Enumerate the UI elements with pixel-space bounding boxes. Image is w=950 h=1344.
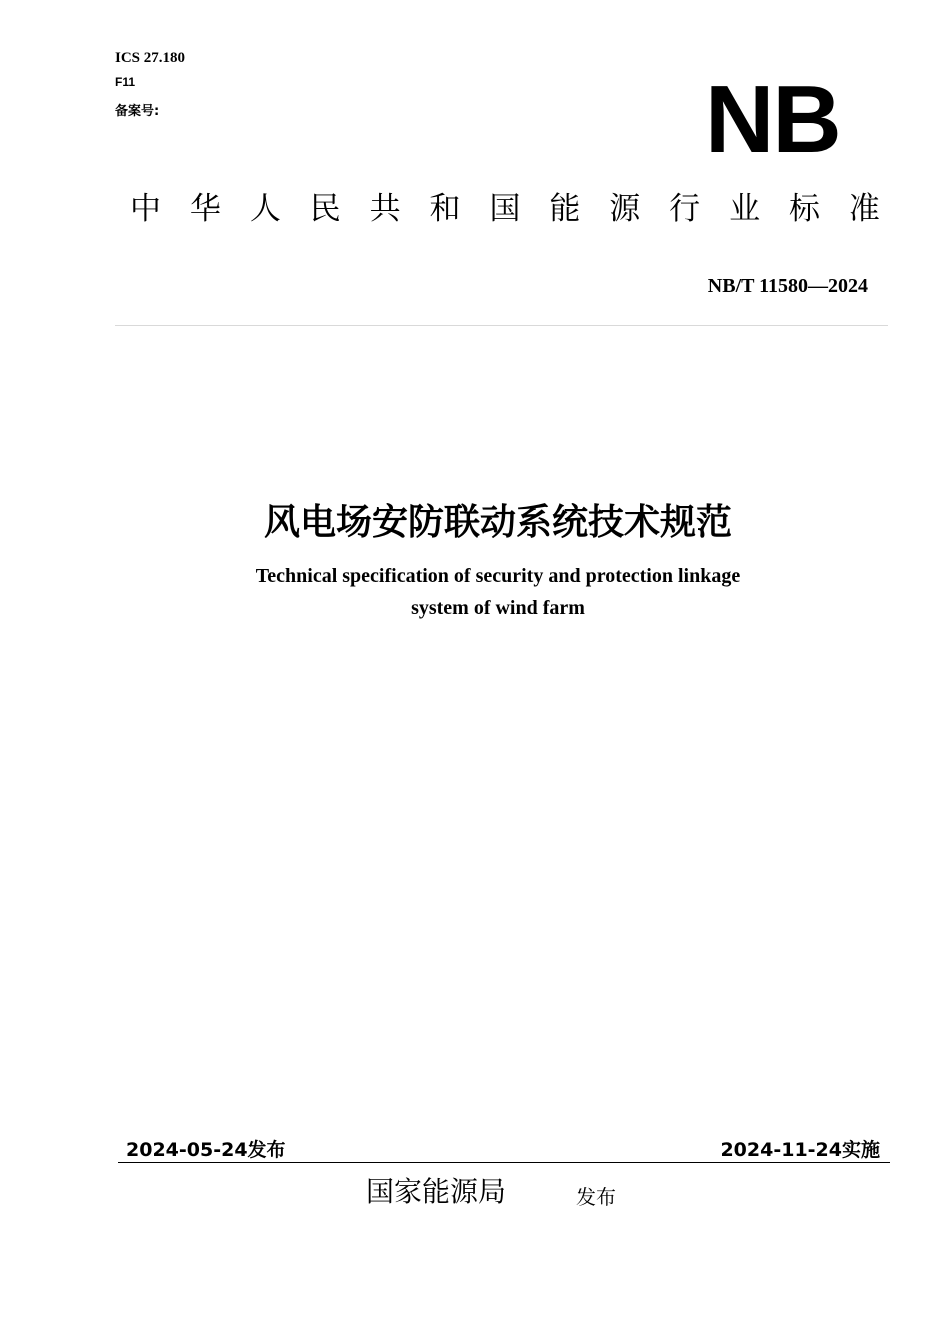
issued-label: 发布 <box>576 1185 616 1209</box>
top-divider <box>115 325 888 326</box>
standard-number: NB/T 11580—2024 <box>707 275 868 297</box>
standard-type-char: 人 <box>249 191 281 227</box>
title-english-line: system of wind farm <box>411 597 585 619</box>
standard-type-char: 国 <box>489 191 521 227</box>
issue-date: 2024-05-24发布 <box>126 1139 286 1161</box>
nb-logo: NB <box>705 66 840 173</box>
bottom-divider <box>118 1162 890 1163</box>
standard-type-char: 能 <box>549 191 581 227</box>
standard-type-char: 民 <box>309 191 341 227</box>
ics-code: ICS 27.180 <box>115 50 186 66</box>
title-english <box>0 560 950 624</box>
filing-number-label: 备案号: <box>115 104 160 119</box>
standard-type-char: 准 <box>848 191 880 227</box>
standard-type-char: 业 <box>729 191 761 227</box>
standard-type-char: 华 <box>189 191 221 227</box>
standard-type-char: 行 <box>669 191 701 227</box>
standard-type-heading <box>130 191 880 227</box>
title-chinese: 风电场安防联动系统技术规范 <box>263 502 732 543</box>
standard-type-char: 源 <box>609 191 641 227</box>
standard-type-char: 共 <box>369 191 401 227</box>
issuing-authority: 国家能源局 <box>366 1175 507 1208</box>
standard-type-char: 中 <box>130 191 161 227</box>
standard-type-char: 标 <box>788 191 820 227</box>
implementation-date: 2024-11-24实施 <box>720 1139 880 1161</box>
title-english-line: Technical specification of security and protection linkage <box>255 565 741 587</box>
standard-type-char: 和 <box>429 191 461 227</box>
ccs-code: F11 <box>115 75 136 89</box>
